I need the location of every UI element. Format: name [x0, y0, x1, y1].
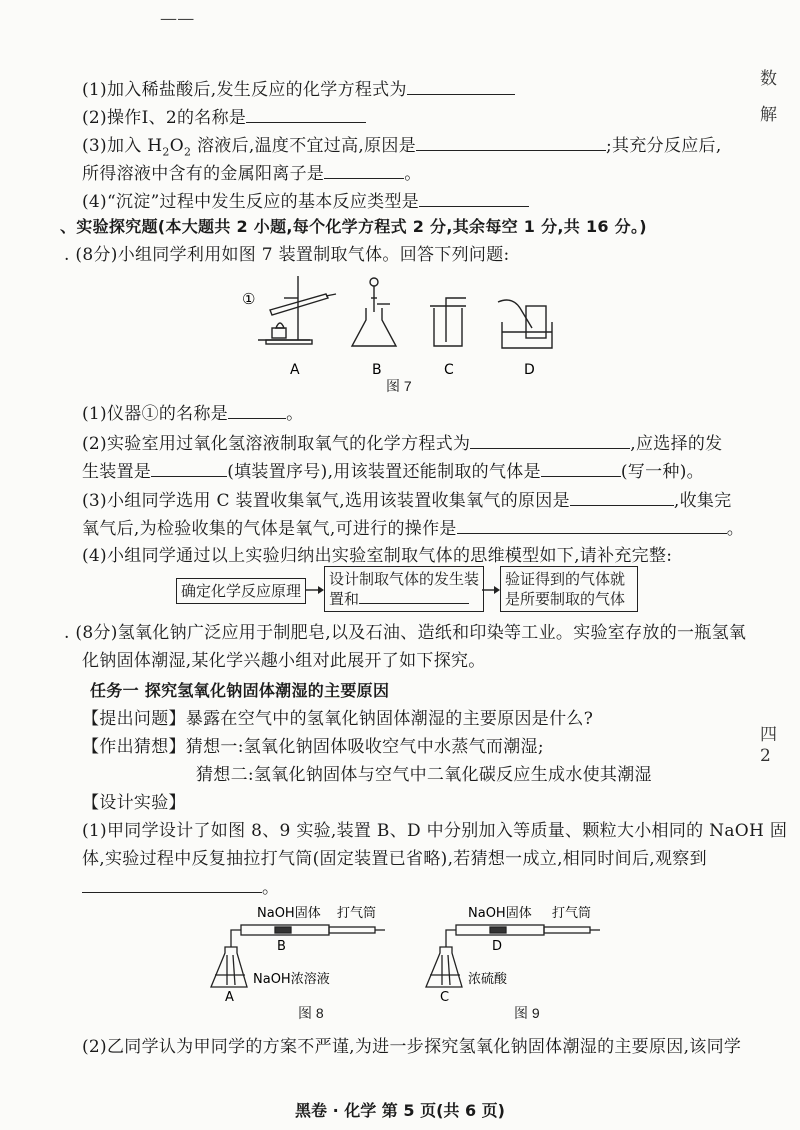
- answer-blank[interactable]: [246, 106, 366, 123]
- label-d: D: [524, 362, 535, 378]
- apparatus-c: [430, 298, 466, 346]
- answer-blank[interactable]: [359, 589, 469, 604]
- flow-arrow-1: [306, 580, 326, 600]
- margin-char-4: 2: [760, 746, 771, 766]
- q18-design-part2: (2)乙同学认为甲同学的方案不严谨,为进一步探究氢氧化钠固体潮湿的主要原因,该同学: [82, 1037, 742, 1057]
- margin-char-1: 数: [760, 69, 777, 89]
- flow-box-3-line2: 是所要制取的气体: [505, 590, 626, 608]
- q17-part2-text-b: ,应选择的发: [630, 434, 723, 454]
- apparatus-a: [258, 276, 336, 344]
- prev-q-part3-text-a: (3)加入 H: [82, 136, 163, 156]
- q17-part3: [82, 489, 732, 512]
- fig8-solid-label: NaOH固体: [257, 906, 321, 921]
- flow-box-2-text: 置和: [329, 590, 360, 608]
- flow-box-3: [500, 566, 638, 612]
- task-one-heading: 任务一 探究氢氧化钠固体潮湿的主要原因: [90, 681, 390, 700]
- apparatus-b: [352, 278, 396, 346]
- figure-9-caption: 图 9: [514, 1005, 540, 1021]
- answer-blank[interactable]: [151, 460, 227, 477]
- prev-q-part3-text-c: 溶液后,温度不宜过高,原因是: [191, 136, 417, 156]
- q17-part3-text-b: ,收集完: [673, 491, 732, 511]
- flow-box-2-line2: [329, 589, 479, 609]
- answer-blank[interactable]: [324, 162, 404, 179]
- prev-q-part2-text: (2)操作Ⅰ、2的名称是: [82, 108, 247, 128]
- page-footer: 黑卷 · 化学 第 5 页(共 6 页): [295, 1101, 505, 1120]
- prev-q-part1-text: (1)加入稀盐酸后,发生反应的化学方程式为: [82, 80, 407, 100]
- q17-part2-text-a: (2)实验室用过氧化氢溶液制取氧气的化学方程式为: [82, 434, 471, 454]
- answer-blank[interactable]: [419, 190, 529, 207]
- answer-blank[interactable]: [416, 134, 606, 151]
- q17-intro: . (8分)小组同学利用如图 7 装置制取气体。回答下列问题:: [64, 245, 510, 265]
- q17-part3-text-a: (3)小组同学选用 C 装置收集氧气,选用该装置收集氧气的原因是: [82, 491, 570, 511]
- flow-box-2: [324, 566, 484, 612]
- flow-box-2-line1: 设计制取气体的发生装: [329, 570, 480, 588]
- figure-8-caption: 图 8: [298, 1005, 324, 1021]
- q17-part2-cont: [82, 460, 704, 483]
- q17-part4: (4)小组同学通过以上实验归纳出实验室制取气体的思维模型如下,请补充完整:: [82, 546, 673, 566]
- figure-7-apparatus: [240, 268, 570, 388]
- answer-blank[interactable]: [470, 432, 630, 449]
- margin-char-3: 四: [760, 725, 777, 745]
- figure-8-apparatus: [205, 895, 395, 1005]
- q18-design-part1-line2: 体,实验过程中反复抽拉打气筒(固定装置已省略),若猜想一成立,相同时间后,观察到: [82, 849, 707, 869]
- header-mark: ——: [160, 9, 195, 29]
- fig8-a-label: A: [225, 990, 234, 1005]
- answer-blank[interactable]: [541, 460, 621, 477]
- q17-part3-cont: 氧气后,为检验收集的气体是氧气,可进行的操作是 。: [82, 519, 745, 539]
- fig8-pump-label: 打气筒: [337, 906, 377, 921]
- q17-part1: (1)仪器①的名称是 。: [82, 404, 304, 424]
- fig9-c-label: C: [440, 990, 450, 1005]
- answer-blank[interactable]: [82, 876, 262, 893]
- prev-q-part4: [82, 190, 529, 213]
- q18-design-part1-line1: (1)甲同学设计了如图 8、9 实验,装置 B、D 中分别加入等质量、颗粒大小相同的 NaOH 固: [82, 821, 788, 841]
- answer-blank[interactable]: [407, 78, 515, 95]
- q17-part1-text: (1)仪器①的名称是: [82, 404, 229, 424]
- q17-part2-text-c: 生装置是: [82, 462, 152, 482]
- prev-q-part2: [82, 106, 366, 129]
- prev-q-part3-text-e: 所得溶液中含有的金属阳离子是: [82, 164, 325, 184]
- q18-intro-line1: . (8分)氢氧化钠广泛应用于制肥皂,以及石油、造纸和印染等工业。实验室存放的一瓶氢氧: [64, 623, 747, 643]
- prev-q-part3: (3)加入 $H_2O_2$ 溶液后,温度不宜过高,原因是 ;其充分反应后,: [82, 136, 722, 159]
- q17-part2: [82, 432, 723, 455]
- answer-blank[interactable]: [228, 402, 286, 419]
- fig8-liquid-label: NaOH浓溶液: [253, 972, 330, 987]
- q18-intro-line2: 化钠固体潮湿,某化学兴趣小组对此展开了如下探究。: [82, 651, 486, 671]
- figure-9-apparatus: [420, 895, 610, 1005]
- q18-guess-1: 【作出猜想】猜想一:氢氧化钠固体吸收空气中水蒸气而潮湿;: [82, 737, 544, 757]
- section-heading: 、实验探究题(本大题共 2 小题,每个化学方程式 2 分,其余每空 1 分,共 16 分。): [60, 217, 647, 236]
- q18-guess-2: 猜想二:氢氧化钠固体与空气中二氧化碳反应生成水使其潮湿: [196, 765, 652, 785]
- prev-q-part3-text-d: ;其充分反应后,: [606, 136, 722, 156]
- q17-part2-text-d: (填装置序号),用该装置还能制取的气体是: [227, 462, 541, 482]
- answer-blank[interactable]: [457, 517, 727, 534]
- prev-q-part3-text-b: O: [169, 136, 184, 156]
- flow-box-3-line1: 验证得到的气体就: [505, 570, 626, 588]
- label-a: A: [290, 362, 300, 378]
- prev-q-part3-cont: 所得溶液中含有的金属阳离子是 。: [82, 164, 422, 184]
- label-b: B: [372, 362, 382, 378]
- fig9-solid-label: NaOH固体: [468, 906, 532, 921]
- q18-design-heading: 【设计实验】: [82, 793, 186, 813]
- figure-7-caption: 图 7: [386, 378, 412, 394]
- fig8-b-label: B: [277, 939, 286, 954]
- margin-char-2: 解: [760, 105, 777, 125]
- prev-q-part1: [82, 78, 515, 101]
- prev-q-part4-text: (4)“沉淀”过程中发生反应的基本反应类型是: [82, 192, 420, 212]
- mark-1: ①: [242, 290, 256, 308]
- flow-box-1: 确定化学反应原理: [176, 578, 306, 604]
- fig9-d-label: D: [492, 939, 503, 954]
- fig9-pump-label: 打气筒: [552, 906, 592, 921]
- q17-part3-text-c: 氧气后,为检验收集的气体是氧气,可进行的操作是: [82, 519, 457, 539]
- flow-arrow-2: [482, 580, 502, 600]
- answer-blank[interactable]: [570, 489, 674, 506]
- fig9-liquid-label: 浓硫酸: [468, 972, 508, 987]
- q18-design-part1-end: 。: [262, 878, 280, 898]
- q18-question: 【提出问题】暴露在空气中的氢氧化钠固体潮湿的主要原因是什么?: [82, 709, 594, 729]
- label-c: C: [444, 362, 454, 378]
- q17-part2-text-e: (写一种)。: [620, 462, 704, 482]
- apparatus-d: [498, 300, 552, 348]
